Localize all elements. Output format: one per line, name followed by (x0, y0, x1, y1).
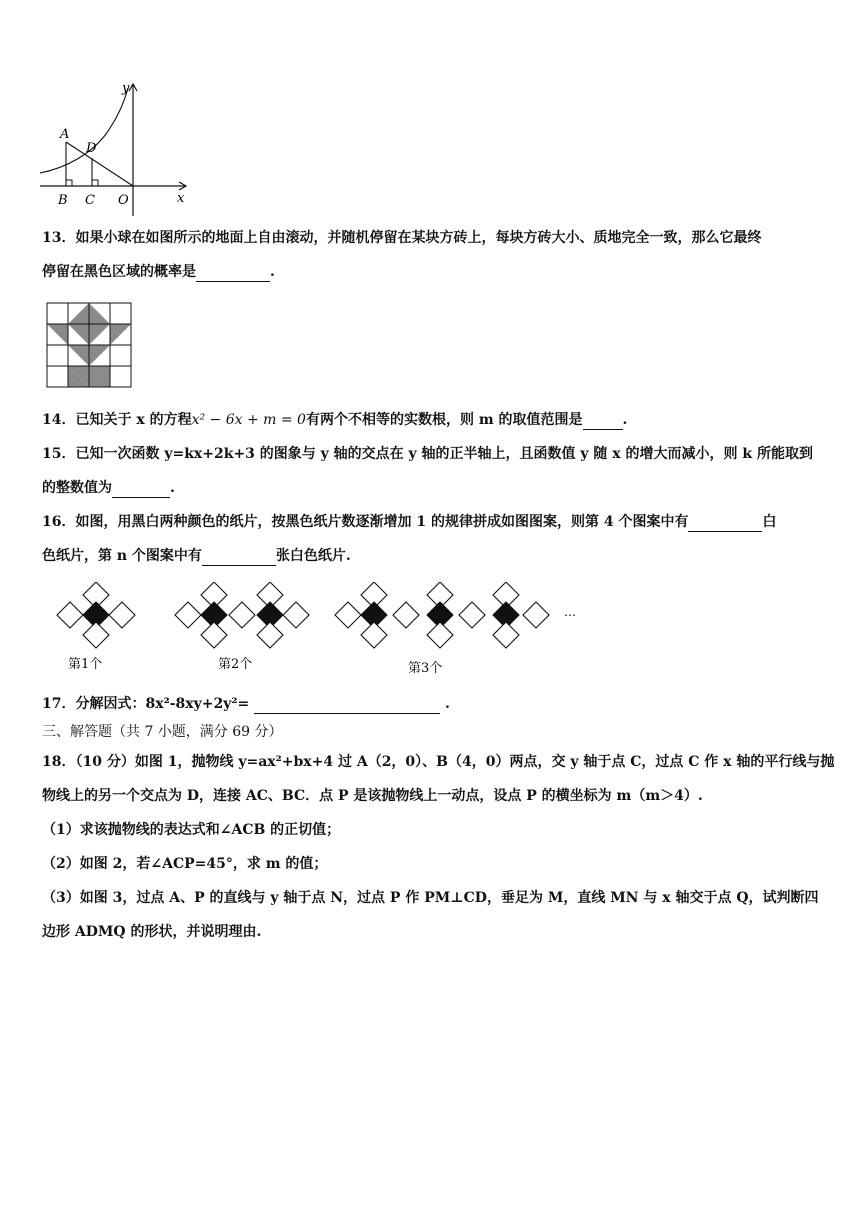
right-angle-c (92, 180, 98, 186)
q18-part3a: （3）如图 3，过点 A、P 的直线与 y 轴于点 N，过点 P 作 PM⊥CD，垂足为 M，直线 MN 与 x 轴交于点 Q，试判断四 (42, 890, 819, 906)
label-b: B (58, 193, 68, 208)
pattern-3 (335, 582, 549, 648)
q15-answer-blank (112, 481, 170, 498)
gray-triangle-1 (47, 324, 68, 345)
q18-part2: （2）如图 2，若∠ACP=45°，求 m 的值； (42, 856, 328, 872)
pattern-1 (57, 582, 135, 648)
q18-line2: 物线上的另一个交点为 D，连接 AC、BC．点 P 是该抛物线上一动点，设点 P 的横坐标为 m（m＞4）. (42, 788, 703, 804)
q13-end: . (270, 264, 275, 280)
label-y: y (122, 81, 130, 96)
q15-line2 (42, 478, 175, 498)
q16-text-a-end: 白 (762, 514, 777, 530)
q14-post: 有两个不相等的实数根，则 m 的取值范围是 (305, 412, 583, 428)
section3-title: 三、解答题（共 7 小题，满分 69 分） (42, 724, 283, 740)
q14-line (42, 410, 627, 430)
gray-triangle-6 (110, 324, 131, 345)
gray-triangle-7 (68, 345, 89, 366)
q13-tile-grid (46, 302, 132, 388)
segment-ao (66, 142, 133, 186)
pattern-ellipsis: … (564, 605, 576, 619)
q18-part1: （1）求该抛物线的表达式和∠ACB 的正切值； (42, 822, 341, 838)
q14-equation: x² − 6x + m = 0 (191, 412, 306, 428)
caption-3: 第3个 (408, 661, 443, 676)
q15-text-b: 的整数值为 (42, 480, 112, 496)
right-angle-b (66, 180, 72, 186)
label-c: C (85, 193, 95, 208)
q13-line2 (42, 262, 275, 282)
q12-graph (36, 78, 196, 218)
gray-triangle-8 (89, 345, 110, 366)
gray-triangle-3 (89, 303, 110, 324)
q18-line1: 18．（10 分）如图 1，抛物线 y=ax²+bx+4 过 A（2，0）、B（4，0）两点，交 y 轴于点 C，过点 C 作 x 轴的平行线与抛 (42, 754, 835, 770)
q15-end: . (170, 480, 175, 496)
label-d: D (86, 141, 97, 156)
q16-text-a: 16．如图，用黑白两种颜色的纸片，按黑色纸片数逐渐增加 1 的规律拼成如图图案，则第 4 个图案中有 (42, 514, 689, 530)
q16-line2 (42, 546, 351, 566)
q15-line1 (42, 444, 813, 464)
q13-text-b: 停留在黑色区域的概率是 (42, 264, 196, 280)
q17-text: 17．分解因式：8x²-8xy+2y²= (42, 696, 250, 712)
q16-text-b-pre: 色纸片，第 n 个图案中有 (42, 548, 202, 564)
q15-text-a: 15．已知一次函数 y=kx+2k+3 的图象与 y 轴的交点在 y 轴的正半轴上，且函数值 y 随 x 的增大而减小，则 k 所能取到 (42, 446, 813, 462)
q16-answer-blank-1 (688, 515, 762, 532)
q17-end: . (444, 696, 450, 712)
q14-end: . (622, 412, 628, 428)
label-a: A (60, 127, 70, 142)
gray-triangle-5 (89, 324, 110, 345)
curve (40, 88, 128, 173)
q17-answer-blank (254, 697, 440, 714)
caption-2: 第2个 (218, 657, 253, 672)
q16-answer-blank-2 (202, 549, 276, 566)
gray-triangle-4 (68, 324, 89, 345)
q18-part3b: 边形 ADMQ 的形状，并说明理由. (42, 924, 262, 940)
q16-text-b-post: 张白色纸片. (275, 548, 351, 564)
q13-answer-blank (196, 265, 270, 282)
q14-pre: 14．已知关于 x 的方程 (42, 412, 192, 428)
pattern-2 (175, 582, 309, 648)
q13-text-a: 13．如果小球在如图所示的地面上自由滚动，并随机停留在某块方砖上，每块方砖大小、质地完全一致，那么它最终 (42, 230, 762, 246)
q17-line (42, 694, 450, 714)
label-o: O (118, 193, 129, 208)
q16-line1 (42, 512, 776, 532)
gray-triangle-2 (68, 303, 89, 324)
caption-1: 第1个 (68, 657, 103, 672)
q13-line1 (42, 228, 761, 248)
q16-pattern-figure (46, 582, 586, 682)
q14-answer-blank (583, 413, 623, 430)
label-x: x (177, 191, 185, 206)
